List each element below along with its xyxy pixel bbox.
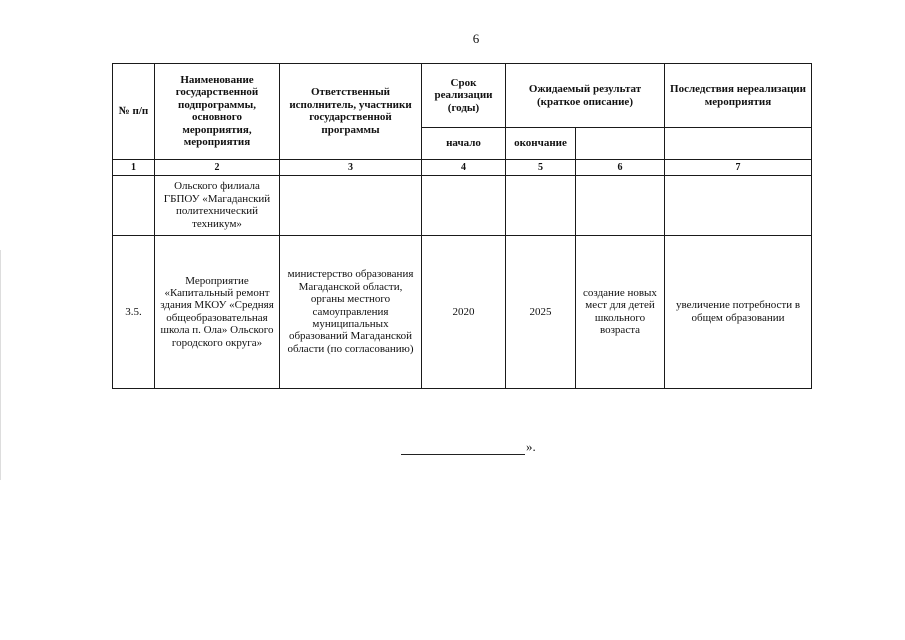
cell-consequences: увеличение потребности в общем образовании (665, 235, 812, 388)
table-row (113, 235, 812, 388)
cell-end: 2025 (506, 235, 576, 388)
header-empty-cell (665, 128, 812, 160)
scan-edge-mark (0, 250, 1, 480)
header-start: начало (422, 128, 506, 160)
cell-number (113, 175, 155, 235)
column-number: 2 (155, 159, 280, 175)
cell-responsible (280, 175, 422, 235)
cell-start (422, 175, 506, 235)
header-end: окончание (506, 128, 576, 160)
header-consequences: Последствия нереализации мероприятия (665, 64, 812, 128)
cell-result: создание новых мест для детей школьного возраста (576, 235, 665, 388)
header-row (113, 64, 812, 128)
header-empty-cell (576, 128, 665, 160)
program-activities-table (112, 63, 812, 389)
cell-end (506, 175, 576, 235)
column-number: 1 (113, 159, 155, 175)
cell-number: 3.5. (113, 235, 155, 388)
cell-result (576, 175, 665, 235)
column-number: 3 (280, 159, 422, 175)
column-number: 4 (422, 159, 506, 175)
header-responsible: Ответственный исполнитель, участники государственной программы (280, 64, 422, 160)
cell-responsible: министерство образования Магаданской области, органы местного самоуправления муниципальных образований Магаданской области (по согласованию) (280, 235, 422, 388)
cell-start: 2020 (422, 235, 506, 388)
column-number: 5 (506, 159, 576, 175)
table-row (113, 175, 812, 235)
page-number: 6 (472, 31, 480, 46)
cell-consequences (665, 175, 812, 235)
column-number-row (113, 159, 812, 175)
closing-line (401, 439, 536, 455)
header-term: Срок реализации (годы) (422, 64, 506, 128)
header-number: № п/п (113, 64, 155, 160)
cell-name: Ольского филиала ГБПОУ «Магаданский политехнический техникум» (155, 175, 280, 235)
closing-quote: ». (526, 439, 536, 454)
column-number: 6 (576, 159, 665, 175)
header-result: Ожидаемый результат (краткое описание) (506, 64, 665, 128)
cell-name: Мероприятие «Капитальный ремонт здания МКОУ «Средняя общеобразовательная школа п. Ола» Ольского городского округа» (155, 235, 280, 388)
column-number: 7 (665, 159, 812, 175)
header-name: Наименование государственной подпрограммы, основного мероприятия, мероприятия (155, 64, 280, 160)
signature-blank (401, 441, 525, 455)
